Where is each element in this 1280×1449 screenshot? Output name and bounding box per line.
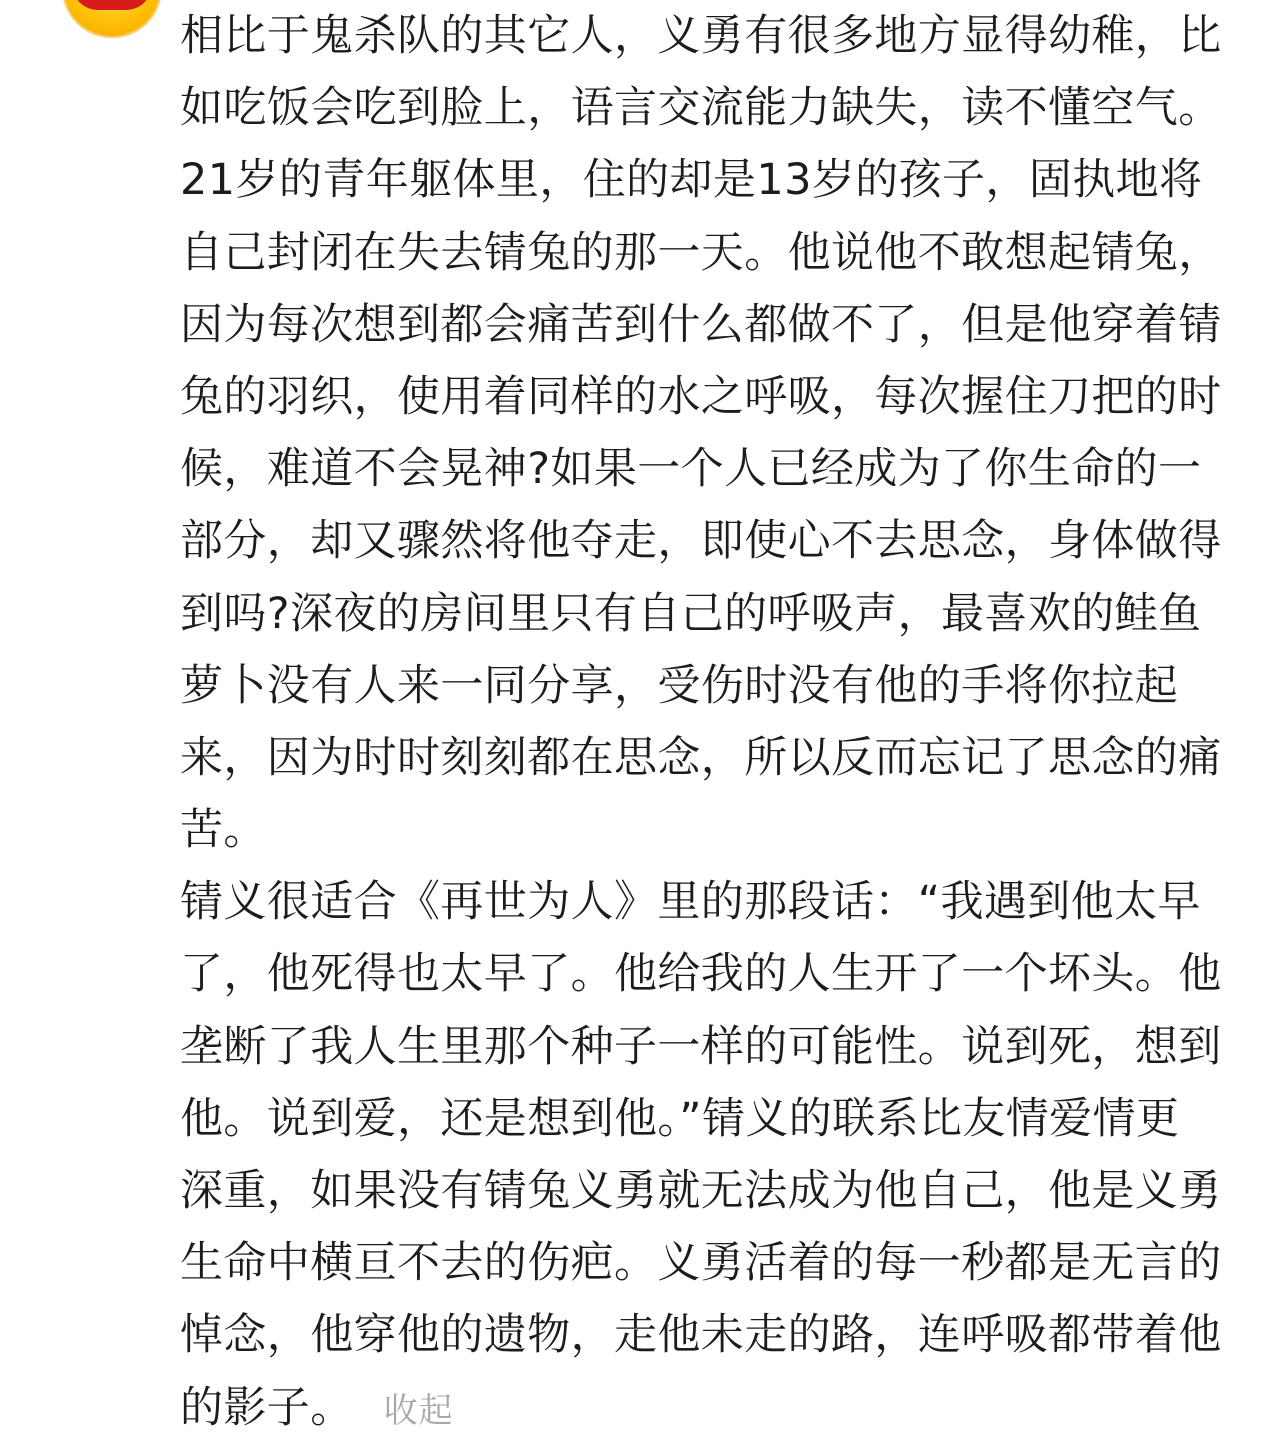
text-line: 来，因为时时刻刻都在思念，所以反而忘记了思念的痛: [180, 732, 1222, 783]
text-line: 因为每次想到都会痛苦到什么都做不了，但是他穿着锖: [180, 299, 1222, 350]
avatar[interactable]: [62, 0, 162, 38]
paragraph-1: [180, 0, 1240, 866]
comment-body: [180, 0, 1240, 1444]
text-line: 悼念，他穿他的遗物，走他未走的路，连呼吸都带着他: [180, 1310, 1222, 1361]
avatar-mouth: [72, 0, 152, 10]
collapse-button[interactable]: 收起: [383, 1390, 454, 1431]
text-line: 了，他死得也太早了。他给我的人生开了一个坏头。他: [180, 949, 1222, 1000]
text-line: 21岁的青年躯体里，住的却是13岁的孩子，固执地将: [180, 155, 1203, 206]
text-line: 苦。: [180, 805, 267, 856]
text-line: 如吃饭会吃到脸上，语言交流能力缺失，读不懂空气。: [180, 83, 1222, 134]
text-line: 他。说到爱，还是想到他。”锖义的联系比友情爱情更: [180, 1093, 1180, 1144]
text-line: 到吗?深夜的房间里只有自己的呼吸声，最喜欢的鲑鱼: [180, 588, 1202, 639]
text-line: 萝卜没有人来一同分享，受伤时没有他的手将你拉起: [180, 660, 1179, 711]
text-line: 候，难道不会晃神?如果一个人已经成为了你生命的一: [180, 444, 1202, 495]
paragraph-2: [180, 866, 1240, 1444]
last-line-text: 的影子。: [180, 1382, 354, 1433]
text-line: 自己封闭在失去锖兔的那一天。他说他不敢想起锖兔，: [180, 227, 1222, 278]
text-line: 深重，如果没有锖兔义勇就无法成为他自己，他是义勇: [180, 1166, 1222, 1216]
text-line: 相比于鬼杀队的其它人，义勇有很多地方显得幼稚，比: [180, 11, 1222, 61]
text-line: 部分，却又骤然将他夺走，即使心不去思念，身体做得: [180, 516, 1222, 567]
text-line-last: [180, 1372, 1240, 1444]
text-line: 生命中横亘不去的伤疤。义勇活着的每一秒都是无言的: [180, 1238, 1222, 1289]
text-line: 垄断了我人生里那个种子一样的可能性。说到死，想到: [180, 1021, 1222, 1072]
text-line: 兔的羽织，使用着同样的水之呼吸，每次握住刀把的时: [180, 371, 1222, 422]
text-line: 锖义很适合《再世为人》里的那段话：“我遇到他太早: [180, 877, 1201, 928]
